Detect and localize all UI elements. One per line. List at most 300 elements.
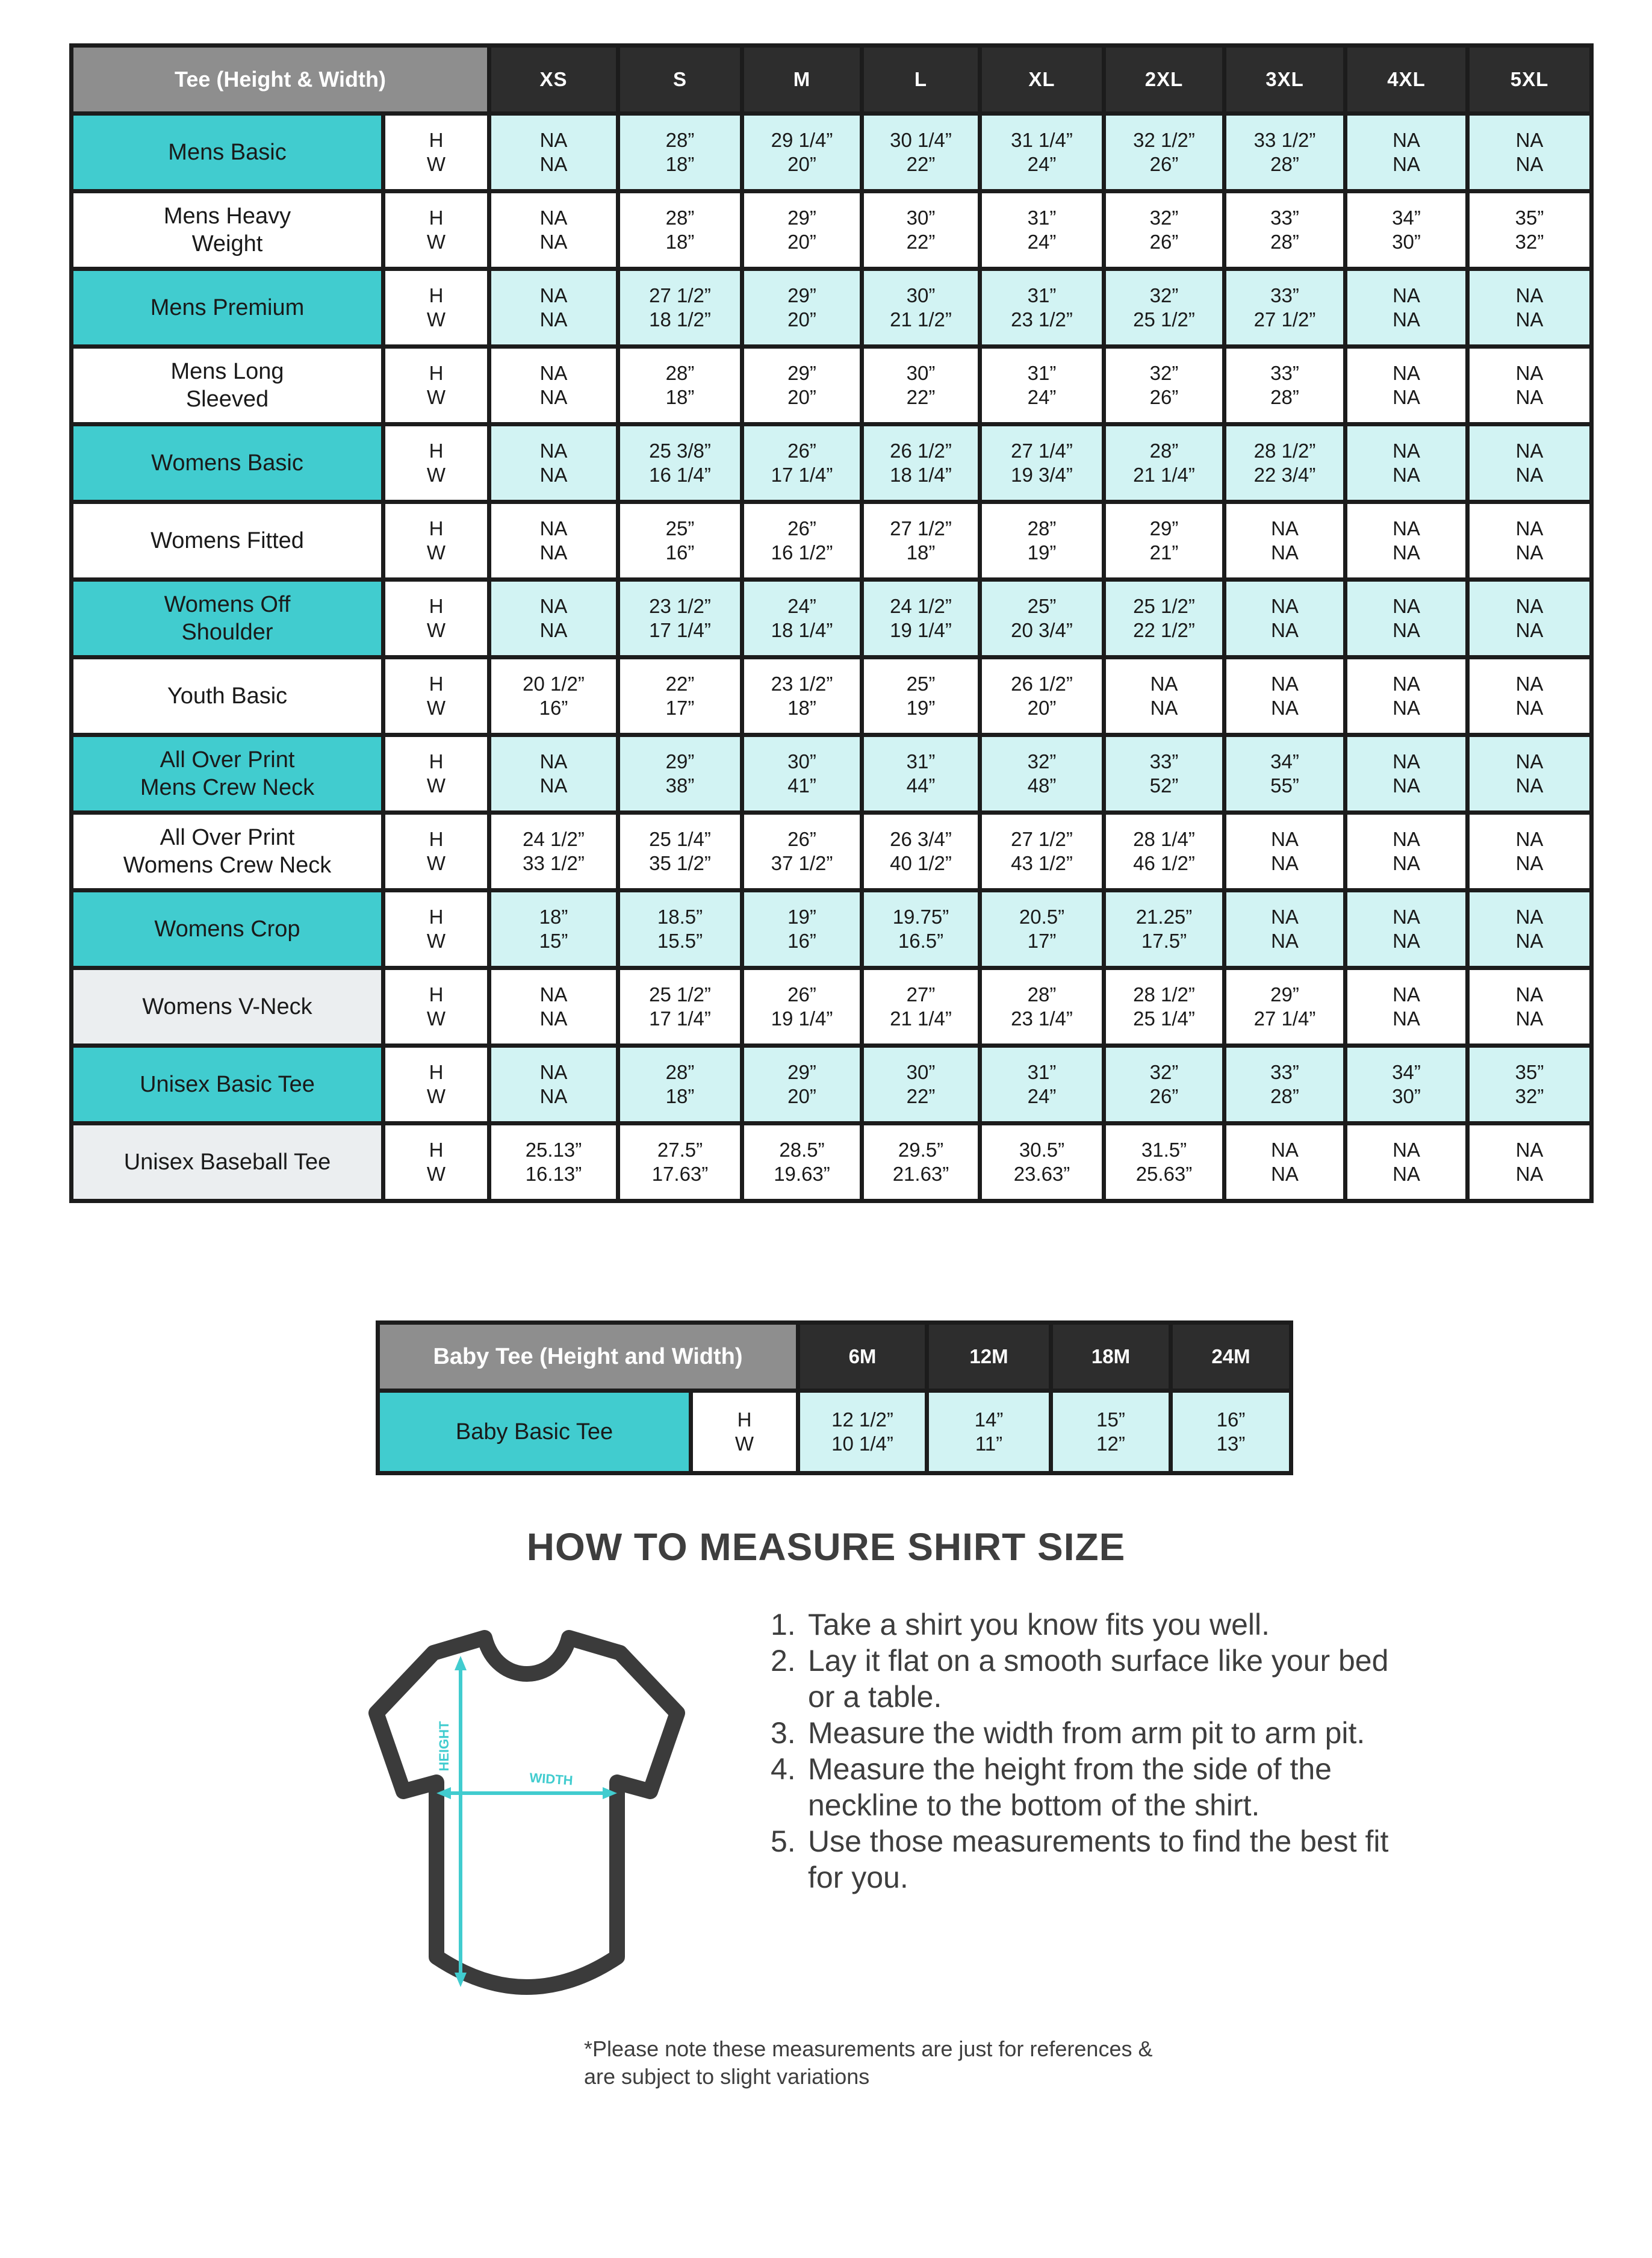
- cell-line: 22”: [906, 386, 936, 408]
- table-row: [72, 191, 1592, 269]
- size-value-cell: [1346, 1046, 1468, 1124]
- cell-line: H: [429, 362, 444, 384]
- cell-line: NA: [1393, 852, 1420, 874]
- product-name: [72, 114, 384, 191]
- cell-line: NA: [1271, 852, 1299, 874]
- size-value-cell: [489, 425, 618, 502]
- cell-line: 31”: [1027, 362, 1057, 384]
- size-header-24m: 24M: [1171, 1323, 1291, 1391]
- cell-line: 28 1/2”: [1253, 440, 1316, 462]
- cell-line: Womens Crew Neck: [123, 853, 332, 878]
- size-value-cell: [1346, 891, 1468, 968]
- step-text: Measure the width from arm pit to arm pit.: [808, 1716, 1365, 1750]
- size-value-cell: [1225, 735, 1346, 813]
- width-label: WIDTH: [529, 1770, 574, 1788]
- height-arrow-top-head: [455, 1656, 467, 1670]
- size-value-cell: [1225, 502, 1346, 580]
- cell-line: NA: [1271, 541, 1299, 564]
- size-header-l: L: [862, 46, 980, 114]
- size-value-cell: [1104, 891, 1225, 968]
- cell-line: 33 1/2”: [523, 852, 585, 874]
- step-number: 1.: [771, 1608, 796, 1641]
- size-value-cell: [742, 269, 862, 347]
- size-value-cell: [1346, 269, 1468, 347]
- step-number: 5.: [771, 1824, 796, 1858]
- size-value-cell: [742, 735, 862, 813]
- size-header-xs: XS: [489, 46, 618, 114]
- cell-line: 26”: [787, 983, 816, 1006]
- measure-step: [771, 1606, 1409, 1643]
- cell-line: 44”: [906, 774, 936, 797]
- cell-line: W: [426, 1085, 446, 1107]
- cell-line: 28”: [665, 1061, 695, 1083]
- cell-line: NA: [1393, 697, 1420, 719]
- product-name: [72, 425, 384, 502]
- cell-line: 26”: [787, 828, 816, 850]
- cell-line: NA: [539, 774, 568, 797]
- size-value-cell: [1346, 658, 1468, 735]
- cell-line: 15”: [539, 930, 568, 952]
- cell-line: NA: [1515, 852, 1544, 874]
- cell-line: 10 1/4”: [831, 1432, 893, 1455]
- cell-line: 24 1/2”: [523, 828, 585, 850]
- cell-line: NA: [1393, 284, 1420, 306]
- cell-line: 18 1/4”: [890, 464, 952, 486]
- cell-line: 27”: [906, 983, 936, 1006]
- table-row: [72, 580, 1592, 658]
- height-width-key: [384, 735, 489, 813]
- cell-line: 17 1/4”: [649, 1007, 711, 1030]
- size-value-cell: [489, 891, 618, 968]
- size-value-cell: [618, 347, 742, 425]
- cell-line: 30”: [906, 1061, 936, 1083]
- cell-line: 18”: [665, 1085, 695, 1107]
- product-name: [378, 1391, 691, 1473]
- cell-line: NA: [1515, 1007, 1544, 1030]
- cell-line: 29”: [787, 1061, 816, 1083]
- size-value-cell: [1346, 1124, 1468, 1201]
- cell-line: NA: [1393, 750, 1420, 773]
- cell-line: 40 1/2”: [890, 852, 952, 874]
- size-value-cell: [1225, 1124, 1346, 1201]
- cell-line: NA: [539, 440, 568, 462]
- cell-line: 17”: [665, 697, 695, 719]
- cell-line: 37 1/2”: [771, 852, 833, 874]
- cell-line: NA: [1515, 464, 1544, 486]
- size-header-5xl: 5XL: [1468, 46, 1592, 114]
- cell-line: Mens Premium: [150, 295, 305, 320]
- cell-line: H: [429, 129, 444, 151]
- size-value-cell: [489, 269, 618, 347]
- cell-line: 15.5”: [657, 930, 703, 952]
- cell-line: NA: [539, 983, 568, 1006]
- cell-line: NA: [1150, 673, 1178, 695]
- size-value-cell: [1468, 347, 1592, 425]
- height-width-key: [384, 425, 489, 502]
- baby-table-title: Baby Tee (Height and Width): [378, 1323, 798, 1391]
- baby-size-header-row: [378, 1323, 1291, 1391]
- cell-line: NA: [539, 129, 568, 151]
- cell-line: 22 3/4”: [1253, 464, 1316, 486]
- cell-line: NA: [1515, 517, 1544, 540]
- size-value-cell: [489, 813, 618, 891]
- cell-line: 24”: [787, 595, 816, 617]
- product-name: [72, 658, 384, 735]
- cell-line: NA: [1515, 697, 1544, 719]
- cell-line: 25.13”: [525, 1139, 582, 1161]
- height-width-key: [384, 114, 489, 191]
- size-value-cell: [489, 347, 618, 425]
- cell-line: H: [429, 750, 444, 773]
- cell-line: H: [737, 1408, 752, 1431]
- cell-line: W: [426, 386, 446, 408]
- cell-line: 38”: [665, 774, 695, 797]
- cell-line: Weight: [191, 231, 263, 257]
- product-name: [72, 347, 384, 425]
- cell-line: 30”: [1392, 1085, 1421, 1107]
- cell-line: NA: [539, 541, 568, 564]
- size-value-cell: [1104, 813, 1225, 891]
- size-value-cell: [1468, 891, 1592, 968]
- size-value-cell: [1104, 269, 1225, 347]
- size-value-cell: [1468, 968, 1592, 1046]
- size-value-cell: [742, 1124, 862, 1201]
- measure-heading: HOW TO MEASURE SHIRT SIZE: [526, 1525, 1126, 1569]
- cell-line: 30”: [906, 362, 936, 384]
- cell-line: NA: [1515, 619, 1544, 641]
- cell-line: Womens V-Neck: [142, 994, 312, 1019]
- cell-line: 27 1/4”: [1011, 440, 1073, 462]
- cell-line: 32”: [1515, 1085, 1544, 1107]
- cell-line: 23.63”: [1013, 1163, 1070, 1185]
- size-value-cell: [980, 813, 1104, 891]
- cell-line: NA: [539, 231, 568, 253]
- measure-step: [771, 1751, 1409, 1823]
- size-value-cell: [1104, 191, 1225, 269]
- size-value-cell: [862, 580, 980, 658]
- cell-line: 22”: [906, 231, 936, 253]
- height-width-key: [384, 347, 489, 425]
- cell-line: 19.75”: [892, 906, 949, 928]
- size-value-cell: [1346, 347, 1468, 425]
- cell-line: 26”: [1149, 386, 1179, 408]
- cell-line: 30.5”: [1019, 1139, 1065, 1161]
- cell-line: NA: [539, 517, 568, 540]
- cell-line: 21”: [1149, 541, 1179, 564]
- tshirt-measure-diagram: [358, 1620, 695, 2017]
- cell-line: W: [426, 619, 446, 641]
- cell-line: W: [426, 308, 446, 331]
- size-header-2xl: 2XL: [1104, 46, 1225, 114]
- size-value-cell: [980, 891, 1104, 968]
- cell-line: 16 1/4”: [649, 464, 711, 486]
- height-width-key: [384, 658, 489, 735]
- cell-line: NA: [1271, 517, 1299, 540]
- cell-line: 33 1/2”: [1253, 129, 1316, 151]
- size-value-cell: [1104, 502, 1225, 580]
- cell-line: NA: [1271, 930, 1299, 952]
- cell-line: 41”: [787, 774, 816, 797]
- size-value-cell: [862, 658, 980, 735]
- cell-line: 26”: [787, 440, 816, 462]
- cell-line: 28 1/4”: [1133, 828, 1195, 850]
- cell-line: 31 1/4”: [1011, 129, 1073, 151]
- size-value-cell: [1171, 1391, 1291, 1473]
- cell-line: 32”: [1149, 284, 1179, 306]
- cell-line: NA: [1515, 386, 1544, 408]
- cell-line: Mens Heavy: [163, 204, 291, 229]
- product-name: [72, 1124, 384, 1201]
- cell-line: NA: [1393, 129, 1420, 151]
- cell-line: H: [429, 595, 444, 617]
- cell-line: 29 1/4”: [771, 129, 833, 151]
- cell-line: 26 1/2”: [1011, 673, 1073, 695]
- cell-line: 25 1/2”: [1133, 308, 1195, 331]
- cell-line: W: [426, 231, 446, 253]
- cell-line: 32”: [1149, 207, 1179, 229]
- cell-line: 28”: [665, 129, 695, 151]
- table-row: [72, 813, 1592, 891]
- size-value-cell: [1225, 114, 1346, 191]
- cell-line: 15”: [1096, 1408, 1125, 1431]
- height-width-key: [384, 191, 489, 269]
- size-value-cell: [1346, 114, 1468, 191]
- cell-line: 35”: [1515, 1061, 1544, 1083]
- cell-line: 13”: [1216, 1432, 1246, 1455]
- cell-line: 25.63”: [1135, 1163, 1193, 1185]
- size-value-cell: [1468, 658, 1592, 735]
- table-row: [72, 347, 1592, 425]
- cell-line: 25 1/4”: [1133, 1007, 1195, 1030]
- size-value-cell: [862, 891, 980, 968]
- cell-line: NA: [539, 1085, 568, 1107]
- size-header-12m: 12M: [927, 1323, 1051, 1391]
- cell-line: NA: [539, 619, 568, 641]
- size-value-cell: [862, 191, 980, 269]
- size-value-cell: [1104, 1046, 1225, 1124]
- size-value-cell: [1346, 735, 1468, 813]
- cell-line: Youth Basic: [167, 683, 288, 709]
- cell-line: 25 3/8”: [649, 440, 711, 462]
- measure-step: [771, 1823, 1409, 1896]
- cell-line: NA: [1515, 828, 1544, 850]
- cell-line: NA: [1393, 619, 1420, 641]
- cell-line: NA: [1271, 697, 1299, 719]
- size-value-cell: [618, 502, 742, 580]
- size-value-cell: [1468, 580, 1592, 658]
- cell-line: 27 1/2”: [649, 284, 711, 306]
- cell-line: NA: [1515, 440, 1544, 462]
- cell-line: W: [426, 697, 446, 719]
- cell-line: 18.5”: [657, 906, 703, 928]
- cell-line: Sleeved: [185, 387, 269, 412]
- cell-line: NA: [1393, 1139, 1420, 1161]
- cell-line: 32”: [1515, 231, 1544, 253]
- cell-line: 16 1/2”: [771, 541, 833, 564]
- cell-line: NA: [1515, 930, 1544, 952]
- size-value-cell: [489, 580, 618, 658]
- cell-line: 30”: [1392, 231, 1421, 253]
- cell-line: NA: [1515, 153, 1544, 175]
- cell-line: 25 1/4”: [649, 828, 711, 850]
- cell-line: 19 1/4”: [890, 619, 952, 641]
- cell-line: NA: [1393, 983, 1420, 1006]
- cell-line: W: [426, 1007, 446, 1030]
- size-value-cell: [980, 269, 1104, 347]
- size-value-cell: [1468, 1124, 1592, 1201]
- size-header-18m: 18M: [1051, 1323, 1171, 1391]
- cell-line: H: [429, 828, 444, 850]
- cell-line: NA: [1393, 541, 1420, 564]
- cell-line: 26 3/4”: [890, 828, 952, 850]
- cell-line: 16.5”: [898, 930, 944, 952]
- cell-line: 14”: [974, 1408, 1004, 1431]
- size-header-xl: XL: [980, 46, 1104, 114]
- size-value-cell: [618, 580, 742, 658]
- cell-line: NA: [1271, 906, 1299, 928]
- size-value-cell: [1104, 658, 1225, 735]
- cell-line: 29.5”: [898, 1139, 944, 1161]
- cell-line: 30”: [906, 207, 936, 229]
- cell-line: 18”: [906, 541, 936, 564]
- cell-line: 31.5”: [1141, 1139, 1187, 1161]
- size-value-cell: [618, 1124, 742, 1201]
- size-value-cell: [1225, 425, 1346, 502]
- height-width-key: [384, 269, 489, 347]
- cell-line: 24”: [1027, 231, 1057, 253]
- size-header-6m: 6M: [798, 1323, 927, 1391]
- cell-line: 19.63”: [774, 1163, 830, 1185]
- cell-line: NA: [539, 1061, 568, 1083]
- size-header-4xl: 4XL: [1346, 46, 1468, 114]
- height-width-key: [384, 891, 489, 968]
- cell-line: 34”: [1270, 750, 1299, 773]
- cell-line: 20”: [787, 231, 816, 253]
- table-row: [72, 891, 1592, 968]
- table-row: [72, 658, 1592, 735]
- cell-line: 31”: [1027, 1061, 1057, 1083]
- cell-line: 31”: [1027, 284, 1057, 306]
- size-value-cell: [1104, 580, 1225, 658]
- size-value-cell: [1468, 502, 1592, 580]
- cell-line: 24”: [1027, 386, 1057, 408]
- table-row: [72, 1046, 1592, 1124]
- cell-line: Baby Basic Tee: [455, 1419, 613, 1445]
- cell-line: NA: [1271, 1163, 1299, 1185]
- cell-line: 18 1/4”: [771, 619, 833, 641]
- cell-line: Womens Off: [164, 592, 291, 617]
- cell-line: 18”: [539, 906, 568, 928]
- cell-line: 28”: [1270, 231, 1299, 253]
- size-value-cell: [980, 425, 1104, 502]
- size-value-cell: [618, 735, 742, 813]
- cell-line: NA: [1515, 129, 1544, 151]
- cell-line: 48”: [1027, 774, 1057, 797]
- cell-line: 46 1/2”: [1133, 852, 1195, 874]
- cell-line: NA: [1393, 386, 1420, 408]
- cell-line: W: [426, 930, 446, 952]
- size-value-cell: [980, 658, 1104, 735]
- cell-line: NA: [539, 595, 568, 617]
- cell-line: Womens Basic: [151, 450, 303, 476]
- cell-line: 16”: [1216, 1408, 1246, 1431]
- measure-steps-list: [771, 1606, 1409, 1896]
- size-header-m: M: [742, 46, 862, 114]
- cell-line: 25 1/2”: [649, 983, 711, 1006]
- cell-line: 21.63”: [892, 1163, 949, 1185]
- size-header-row: [72, 46, 1592, 114]
- cell-line: 16”: [665, 541, 695, 564]
- cell-line: 27 1/2”: [1011, 828, 1073, 850]
- size-value-cell: [489, 735, 618, 813]
- cell-line: 29”: [787, 362, 816, 384]
- cell-line: Womens Crop: [154, 916, 300, 942]
- cell-line: 17.63”: [651, 1163, 709, 1185]
- height-width-key: [384, 968, 489, 1046]
- product-name: [72, 269, 384, 347]
- size-value-cell: [1051, 1391, 1171, 1473]
- cell-line: 32 1/2”: [1133, 129, 1195, 151]
- cell-line: 20”: [1027, 697, 1057, 719]
- cell-line: 20 1/2”: [523, 673, 585, 695]
- cell-line: NA: [1393, 308, 1420, 331]
- cell-line: 55”: [1270, 774, 1299, 797]
- size-value-cell: [1225, 891, 1346, 968]
- table-row: [72, 1124, 1592, 1201]
- cell-line: 28.5”: [779, 1139, 825, 1161]
- cell-line: NA: [1271, 828, 1299, 850]
- cell-line: 28 1/2”: [1133, 983, 1195, 1006]
- cell-line: 33”: [1270, 362, 1299, 384]
- height-width-key: [384, 1046, 489, 1124]
- cell-line: W: [426, 153, 446, 175]
- cell-line: 28”: [665, 362, 695, 384]
- size-value-cell: [489, 114, 618, 191]
- cell-line: 25”: [906, 673, 936, 695]
- cell-line: NA: [1515, 308, 1544, 331]
- size-value-cell: [1225, 968, 1346, 1046]
- cell-line: 29”: [665, 750, 695, 773]
- size-value-cell: [742, 580, 862, 658]
- cell-line: NA: [1393, 930, 1420, 952]
- cell-line: 19”: [787, 906, 816, 928]
- cell-line: 23 1/2”: [771, 673, 833, 695]
- cell-line: 35”: [1515, 207, 1544, 229]
- size-value-cell: [980, 114, 1104, 191]
- cell-line: H: [429, 1139, 444, 1161]
- table-row: [72, 502, 1592, 580]
- cell-line: 20”: [787, 153, 816, 175]
- step-number: 3.: [771, 1716, 796, 1750]
- size-value-cell: [862, 968, 980, 1046]
- cell-line: NA: [1515, 284, 1544, 306]
- size-value-cell: [1468, 1046, 1592, 1124]
- size-value-cell: [489, 1124, 618, 1201]
- cell-line: H: [429, 673, 444, 695]
- step-text: Lay it flat on a smooth surface like your bed or a table.: [808, 1644, 1389, 1714]
- cell-line: 19”: [906, 697, 936, 719]
- size-value-cell: [862, 425, 980, 502]
- product-name: [72, 580, 384, 658]
- cell-line: NA: [1271, 673, 1299, 695]
- table-row: [72, 968, 1592, 1046]
- cell-line: 43 1/2”: [1011, 852, 1073, 874]
- cell-line: H: [429, 983, 444, 1006]
- height-width-key: [384, 580, 489, 658]
- cell-line: 31”: [906, 750, 936, 773]
- cell-line: 23 1/2”: [1011, 308, 1073, 331]
- cell-line: 26”: [1149, 1085, 1179, 1107]
